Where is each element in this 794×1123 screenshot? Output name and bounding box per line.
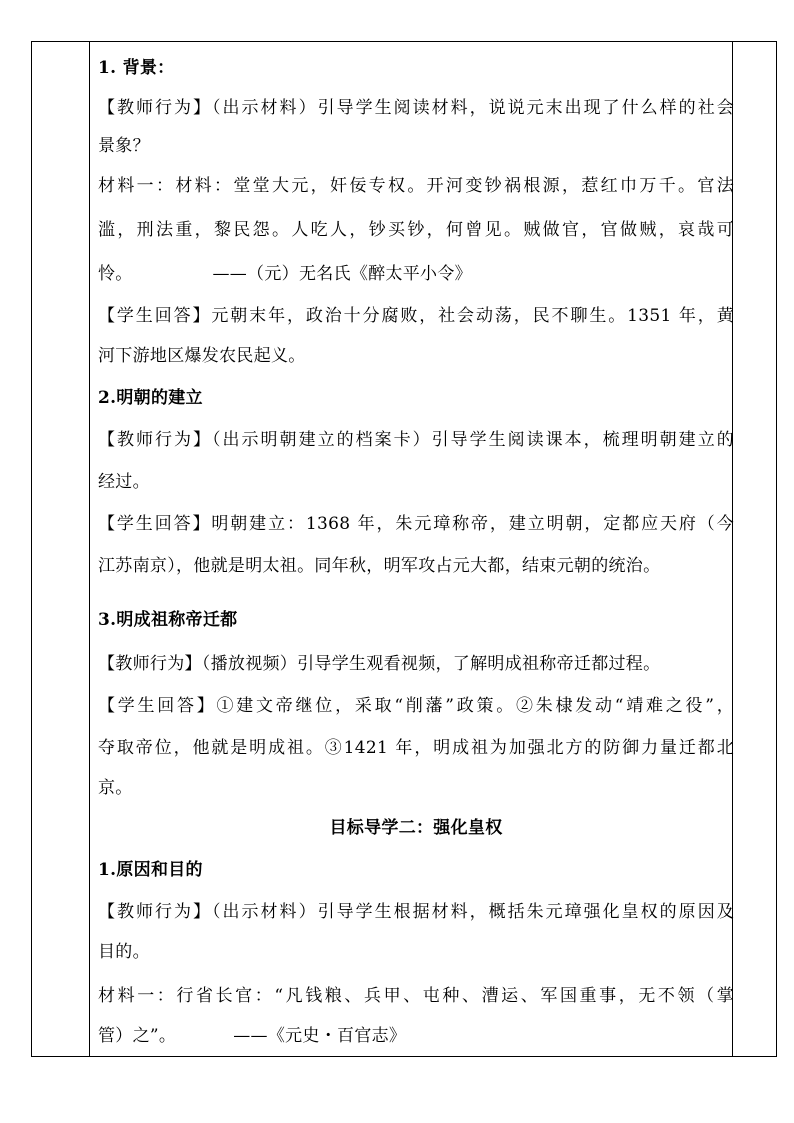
section-heading: 2.明朝的建立 [98, 388, 203, 408]
student-answer: 【学生回答】①建文帝继位，采取“削藩”政策。②朱棣发动“靖难之役”， [98, 696, 734, 716]
material-source: 管）之”。 ——《元史・百官志》 [98, 1026, 407, 1046]
teacher-behavior: 【教师行为】（出示明朝建立的档案卡）引导学生阅读课本，梳理明朝建立的 [98, 430, 734, 450]
student-answer: 【学生回答】明朝建立：1368 年，朱元璋称帝，建立明朝，定都应天府（今 [98, 514, 734, 534]
student-answer: 【学生回答】元朝末年，政治十分腐败，社会动荡，民不聊生。1351 年，黄 [98, 306, 734, 326]
teacher-behavior-cont: 景象？ [98, 136, 150, 156]
student-answer-cont: 江苏南京），他就是明太祖。同年秋，明军攻占元大都，结束元朝的统治。 [98, 556, 661, 576]
student-answer-cont: 河下游地区爆发农民起义。 [98, 346, 306, 366]
teacher-behavior: 【教师行为】（出示材料）引导学生根据材料，概括朱元璋强化皇权的原因及 [98, 902, 734, 922]
material-text-cont: 滥，刑法重，黎民怨。人吃人，钞买钞，何曾见。贼做官，官做贼，哀哉可 [98, 220, 734, 240]
teacher-behavior-cont: 目的。 [98, 942, 150, 962]
material-text: 材料一：行省长官：“凡钱粮、兵甲、屯种、漕运、军国重事，无不领（掌 [98, 986, 734, 1006]
teacher-behavior: 【教师行为】（播放视频）引导学生观看视频，了解明成祖称帝迁都过程。 [98, 654, 661, 674]
lesson-table [31, 41, 777, 1057]
teacher-behavior-cont: 经过。 [98, 472, 150, 492]
right-column [732, 42, 776, 1056]
material-text: 材料一：材料：堂堂大元，奸佞专权。开河变钞祸根源，惹红巾万千。官法 [98, 176, 734, 196]
goal-title: 目标导学二：强化皇权 [329, 818, 503, 838]
section-heading: 1. 背景： [98, 58, 175, 78]
material-source: 怜。 ——（元）无名氏《醉太平小令》 [98, 264, 472, 284]
student-answer-cont: 京。 [98, 778, 133, 798]
teacher-behavior: 【教师行为】（出示材料）引导学生阅读材料，说说元末出现了什么样的社会 [98, 98, 734, 118]
section-heading: 3.明成祖称帝迁都 [98, 610, 238, 630]
section-heading: 1.原因和目的 [98, 860, 203, 880]
student-answer-cont: 夺取帝位，他就是明成祖。③1421 年，明成祖为加强北方的防御力量迁都北 [98, 738, 734, 758]
left-column [32, 42, 90, 1056]
